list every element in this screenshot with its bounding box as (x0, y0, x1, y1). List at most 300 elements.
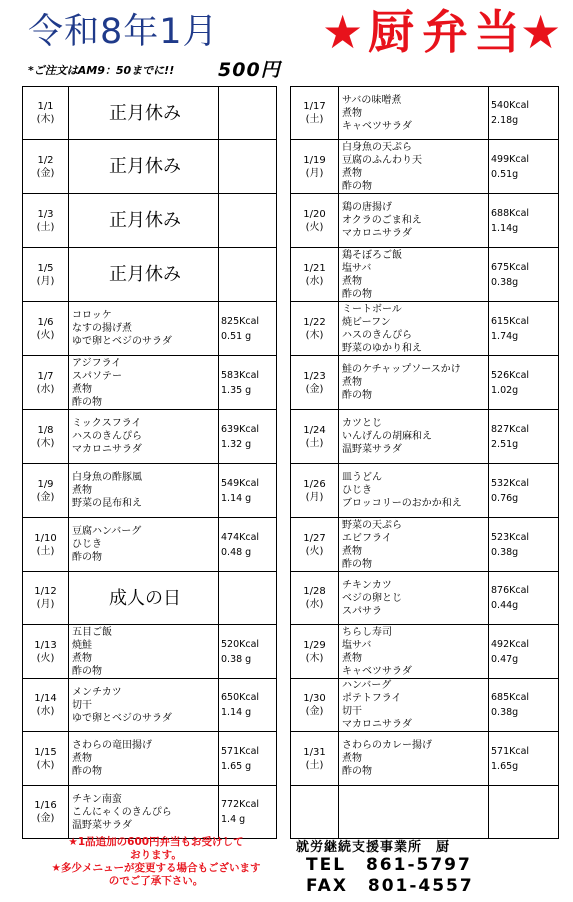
date: 1/29 (303, 639, 326, 651)
menu-item: 焼ビーフン (342, 316, 391, 328)
menu-row (23, 140, 277, 194)
menu-item: 白身魚の酢豚風 (72, 472, 142, 483)
menu-row (291, 572, 559, 625)
date-cell (23, 194, 69, 248)
order-deadline: *ご注文はAM9：50までに!! (28, 64, 175, 77)
weekday: (火) (305, 545, 324, 557)
note-line: ★1品追加の600円弁当もお受けして (68, 836, 244, 848)
menu-item: 煮物 (342, 652, 362, 664)
footer-note (26, 836, 286, 888)
date: 1/21 (303, 262, 326, 274)
date: 1/6 (37, 316, 54, 328)
menu-item: 鶏の唐揚げ (342, 202, 392, 213)
menu-item: 豆腐ハンバーグ (72, 526, 142, 537)
date-cell (23, 140, 69, 194)
menu-row (291, 248, 559, 302)
menu-item: 酢の物 (72, 766, 102, 777)
nutrition-cell (489, 356, 559, 410)
date: 1/16 (34, 800, 57, 811)
menu-cell (69, 572, 219, 625)
menu-row (291, 518, 559, 572)
nutrition-cell (489, 87, 559, 140)
menu-item: ベジの卵とじ (342, 592, 402, 604)
nutrition-cell (489, 140, 559, 194)
menu-item: サバの味噌煮 (342, 94, 402, 106)
menu-item: 温野菜サラダ (342, 444, 402, 455)
weekday: (金) (36, 167, 55, 179)
menu-row (291, 464, 559, 518)
menu-cell (339, 679, 489, 732)
holiday-label: 成人の日 (109, 587, 181, 609)
date-cell (291, 410, 339, 464)
date: 1/17 (303, 101, 326, 112)
menu-item: 煮物 (342, 275, 362, 287)
menu-cell (339, 302, 489, 356)
menu-item: カツとじ (342, 418, 382, 429)
date: 1/19 (303, 154, 326, 166)
menu-cell (69, 140, 219, 194)
nutrition-cell (219, 248, 277, 302)
page-title: 令和8年1月 (28, 12, 219, 52)
menu-row (291, 194, 559, 248)
menu-item: マカロニサラダ (342, 228, 412, 239)
menu-item: コロッケ (72, 310, 112, 321)
menu-cell (339, 356, 489, 410)
salt: 1.32 g (221, 438, 252, 450)
menu-item: 酢の物 (72, 665, 102, 677)
date: 1/7 (37, 370, 54, 382)
menu-row (23, 410, 277, 464)
weekday: (土) (305, 759, 324, 771)
menu-row (291, 140, 559, 194)
menu-item: 豆腐のふんわり天 (342, 154, 422, 166)
calories: 825Kcal (221, 315, 260, 327)
menu-row (23, 248, 277, 302)
date: 1/12 (34, 586, 57, 597)
menu-row (23, 87, 277, 140)
menu-cell (69, 87, 219, 140)
menu-item: なすの揚げ煮 (72, 323, 132, 334)
date: 1/23 (303, 370, 326, 382)
date: 1/22 (303, 316, 326, 328)
date-cell (23, 679, 69, 732)
nutrition-cell (219, 87, 277, 140)
nutrition-cell (489, 572, 559, 625)
date-cell (23, 786, 69, 839)
weekday: (土) (305, 114, 324, 125)
menu-row (291, 786, 559, 839)
nutrition-cell (489, 248, 559, 302)
weekday: (水) (36, 383, 55, 395)
date: 1/31 (303, 746, 326, 758)
menu-item: 煮物 (72, 485, 92, 496)
menu-item: キャベツサラダ (342, 120, 412, 132)
weekday: (火) (36, 652, 55, 664)
salt: 2.51g (491, 438, 519, 450)
menu-row (291, 356, 559, 410)
nutrition-cell (219, 572, 277, 625)
menu-item: ブロッコリーのおかか和え (342, 498, 462, 509)
nutrition-cell (489, 786, 559, 839)
date-cell (291, 572, 339, 625)
calories: 571Kcal (221, 745, 260, 757)
menu-item: 煮物 (342, 167, 362, 179)
menu-row (291, 625, 559, 679)
salt: 0.44g (491, 600, 519, 611)
nutrition-cell (489, 410, 559, 464)
calories: 827Kcal (491, 423, 530, 435)
menu-row (23, 679, 277, 732)
date-cell (291, 786, 339, 839)
fax-number: 801-4557 (367, 876, 474, 896)
left-menu-table (22, 86, 277, 839)
menu-item: チキン南蛮 (72, 793, 122, 805)
calories: 639Kcal (221, 423, 260, 435)
banner-char: 当 (474, 5, 520, 59)
nutrition-cell (219, 518, 277, 572)
fax-line (306, 876, 556, 897)
menu-cell (69, 302, 219, 356)
menu-item: ポテトフライ (342, 693, 402, 704)
salt: 1.02g (491, 384, 519, 396)
nutrition-cell (219, 140, 277, 194)
menu-item: ゆで卵とベジのサラダ (72, 336, 172, 347)
nutrition-cell (489, 625, 559, 679)
date: 1/3 (37, 208, 54, 220)
menu-cell (69, 356, 219, 410)
note-line: おります。 (130, 849, 182, 861)
weekday: (水) (36, 706, 55, 717)
price: 500円 (218, 59, 281, 81)
menu-item: 酢の物 (72, 396, 102, 408)
menu-cell (69, 248, 219, 302)
menu-item: ひじき (342, 485, 372, 496)
date-cell (23, 87, 69, 140)
menu-cell (339, 732, 489, 786)
office-name: 就労継続支援事業所 厨 (296, 840, 451, 855)
date: 1/13 (34, 639, 57, 651)
weekday: (土) (305, 437, 324, 449)
menu-item: 白身魚の天ぷら (342, 141, 412, 153)
menu-row (23, 732, 277, 786)
menu-row (23, 356, 277, 410)
date-cell (291, 356, 339, 410)
menu-cell (69, 194, 219, 248)
weekday: (月) (305, 491, 324, 503)
menu-item: 酢の物 (342, 766, 372, 777)
salt: 1.35 g (221, 384, 252, 396)
right-menu-table (290, 86, 559, 839)
nutrition-cell (219, 679, 277, 732)
date: 1/20 (303, 208, 326, 220)
menu-item: ミックスフライ (72, 418, 142, 429)
calories: 526Kcal (491, 369, 530, 381)
date: 1/26 (303, 478, 326, 490)
salt: 1.65 g (221, 760, 252, 772)
menu-item: ちらし寿司 (342, 626, 392, 638)
menu-item: 煮物 (72, 383, 92, 395)
menu-row (23, 464, 277, 518)
nutrition-cell (219, 302, 277, 356)
banner-char: 厨 (368, 5, 414, 59)
weekday: (土) (36, 221, 55, 233)
nutrition-cell (219, 410, 277, 464)
menu-cell (339, 248, 489, 302)
menu-item: 野菜のゆかり和え (342, 342, 422, 354)
fax-label: FAX (306, 876, 348, 896)
date: 1/14 (34, 693, 57, 704)
weekday: (金) (305, 383, 324, 395)
menu-row (23, 572, 277, 625)
menu-item: 塩サバ (342, 262, 372, 274)
date-cell (291, 87, 339, 140)
menu-row (291, 679, 559, 732)
date-cell (291, 625, 339, 679)
calories: 474Kcal (221, 531, 260, 543)
date: 1/15 (34, 746, 57, 758)
date: 1/28 (303, 586, 326, 597)
menu-item: 皿うどん (342, 472, 382, 483)
date-cell (23, 302, 69, 356)
holiday-label: 正月休み (109, 102, 181, 124)
calories: 650Kcal (221, 692, 260, 703)
menu-item: 酢の物 (342, 180, 372, 192)
weekday: (土) (36, 545, 55, 557)
weekday: (木) (36, 759, 55, 771)
nutrition-cell (489, 194, 559, 248)
nutrition-cell (219, 786, 277, 839)
calories: 615Kcal (491, 315, 530, 327)
menu-item: マカロニサラダ (342, 719, 412, 730)
salt: 0.38g (491, 707, 519, 718)
menu-cell (69, 786, 219, 839)
menu-cell (339, 464, 489, 518)
tel-label: TEL (306, 855, 347, 875)
salt: 0.38g (491, 546, 519, 558)
menu-item: オクラのごま和え (342, 215, 422, 226)
menu-item: いんげんの胡麻和え (342, 431, 432, 442)
menu-item: メンチカツ (72, 686, 122, 698)
menu-item: エビフライ (342, 532, 392, 544)
nutrition-cell (489, 732, 559, 786)
menu-item: スパソテー (72, 370, 122, 382)
menu-item: ゆで卵とベジのサラダ (72, 712, 172, 724)
menu-item: 野菜の天ぷら (342, 519, 402, 531)
date: 1/24 (303, 424, 326, 436)
calories: 540Kcal (491, 100, 530, 111)
holiday-label: 正月休み (109, 264, 181, 285)
nutrition-cell (219, 464, 277, 518)
menu-item: 煮物 (342, 545, 362, 557)
menu-cell (339, 625, 489, 679)
date: 1/5 (37, 262, 54, 274)
salt: 1.4 g (221, 814, 246, 825)
menu-cell (69, 679, 219, 732)
calories: 583Kcal (221, 369, 260, 381)
nutrition-cell (489, 302, 559, 356)
menu-row (23, 194, 277, 248)
weekday: (月) (36, 275, 55, 287)
weekday: (木) (36, 437, 55, 449)
menu-row (23, 302, 277, 356)
menu-item: 酢の物 (342, 390, 372, 401)
nutrition-cell (219, 194, 277, 248)
menu-item: 酢の物 (342, 288, 372, 300)
nutrition-cell (219, 356, 277, 410)
weekday: (木) (36, 114, 55, 125)
menu-item: スパサラ (342, 605, 382, 617)
menu-item: 酢の物 (72, 552, 102, 563)
menu-item: さわらの竜田揚げ (72, 740, 152, 751)
salt: 1.14 g (221, 707, 252, 718)
date-cell (23, 732, 69, 786)
menu-item: 鶏そぼろご飯 (342, 249, 402, 261)
menu-row (23, 625, 277, 679)
tel-number: 861-5797 (365, 855, 472, 875)
menu-cell (339, 410, 489, 464)
menu-item: ミートボール (342, 303, 402, 315)
date: 1/8 (37, 424, 54, 436)
calories: 876Kcal (491, 585, 530, 596)
date-cell (23, 518, 69, 572)
salt: 2.18g (491, 115, 519, 126)
phone-line (306, 855, 556, 876)
salt: 1.14 g (221, 492, 252, 504)
weekday: (水) (305, 275, 324, 287)
menu-item: ハスのきんぴら (342, 329, 412, 341)
weekday: (水) (305, 599, 324, 610)
holiday-label: 正月休み (109, 210, 181, 231)
menu-item: 煮物 (342, 377, 362, 388)
menu-item: こんにゃくのきんぴら (72, 806, 172, 818)
weekday: (月) (36, 599, 55, 610)
calories: 772Kcal (221, 799, 260, 810)
salt: 1.74g (491, 330, 519, 342)
salt: 1.65g (491, 760, 519, 772)
menu-cell (339, 572, 489, 625)
weekday: (火) (36, 329, 55, 341)
menu-item: 酢の物 (342, 558, 372, 570)
date-cell (291, 518, 339, 572)
date-cell (23, 464, 69, 518)
menu-row (291, 302, 559, 356)
menu-item: アジフライ (72, 357, 122, 369)
weekday: (木) (305, 329, 324, 341)
date-cell (23, 356, 69, 410)
menu-item: 切干 (342, 706, 362, 717)
date-cell (291, 248, 339, 302)
menu-item: 煮物 (72, 652, 92, 664)
note-line: ★多少メニューが変更する場合もございます (51, 862, 261, 874)
menu-cell (339, 194, 489, 248)
date-cell (23, 625, 69, 679)
date: 1/1 (37, 101, 54, 112)
menu-item: 煮物 (72, 753, 92, 764)
menu-item: マカロニサラダ (72, 444, 142, 455)
menu-row (291, 410, 559, 464)
menu-item: ひじき (72, 539, 102, 550)
menu-cell (339, 140, 489, 194)
calories: 571Kcal (491, 745, 530, 757)
calories: 499Kcal (491, 153, 530, 165)
weekday: (月) (305, 167, 324, 179)
date-cell (291, 732, 339, 786)
menu-item: 焼鮭 (72, 639, 92, 651)
holiday-label: 正月休み (109, 156, 181, 177)
calories: 675Kcal (491, 261, 530, 273)
menu-row (291, 87, 559, 140)
menu-item: 温野菜サラダ (72, 819, 132, 831)
calories: 520Kcal (221, 638, 260, 650)
menu-item: さわらのカレー揚げ (342, 740, 432, 751)
salt: 1.14g (491, 222, 519, 234)
menu-item: キャベツサラダ (342, 665, 412, 677)
menu-item: 塩サバ (342, 639, 372, 651)
nutrition-cell (489, 679, 559, 732)
menu-item: ハスのきんぴら (72, 431, 142, 442)
date-cell (23, 572, 69, 625)
weekday: (火) (305, 221, 324, 233)
menu-item: 切干 (72, 699, 92, 711)
salt: 0.38g (491, 276, 519, 288)
menu-item: チキンカツ (342, 579, 392, 591)
date: 1/9 (37, 478, 54, 490)
menu-cell (339, 786, 489, 839)
menu-item: ハンバーグ (342, 680, 392, 691)
nutrition-cell (489, 518, 559, 572)
menu-item: 煮物 (342, 753, 362, 764)
weekday: (金) (305, 706, 324, 717)
nutrition-cell (489, 464, 559, 518)
salt: 0.48 g (221, 546, 252, 558)
salt: 0.51 g (221, 330, 252, 342)
menu-cell (69, 625, 219, 679)
salt: 0.38 g (221, 653, 252, 665)
date: 1/30 (303, 693, 326, 704)
star-icon: ★ (322, 5, 364, 59)
menu-row (23, 786, 277, 839)
date-cell (291, 140, 339, 194)
menu-cell (69, 410, 219, 464)
salt: 0.47g (491, 653, 519, 665)
calories: 532Kcal (491, 477, 530, 489)
menu-item: 野菜の昆布和え (72, 498, 142, 509)
menu-item: 五目ご飯 (72, 626, 112, 638)
nutrition-cell (219, 732, 277, 786)
note-line: のでご了承下さい。 (108, 875, 204, 887)
date-cell (23, 248, 69, 302)
menu-cell (69, 518, 219, 572)
date-cell (23, 410, 69, 464)
menu-cell (339, 518, 489, 572)
menu-row (291, 732, 559, 786)
calories: 688Kcal (491, 207, 530, 219)
date-cell (291, 194, 339, 248)
calories: 492Kcal (491, 638, 530, 650)
menu-cell (69, 732, 219, 786)
menu-cell (69, 464, 219, 518)
date-cell (291, 302, 339, 356)
salt: 0.51g (491, 168, 519, 180)
menu-item: 煮物 (342, 107, 362, 119)
menu-cell (339, 87, 489, 140)
calories: 685Kcal (491, 692, 530, 703)
weekday: (金) (36, 491, 55, 503)
menu-item: 鮭のケチャップソースかけ (342, 364, 461, 375)
date: 1/2 (37, 154, 54, 166)
banner-char: 弁 (422, 5, 468, 59)
date-cell (291, 464, 339, 518)
